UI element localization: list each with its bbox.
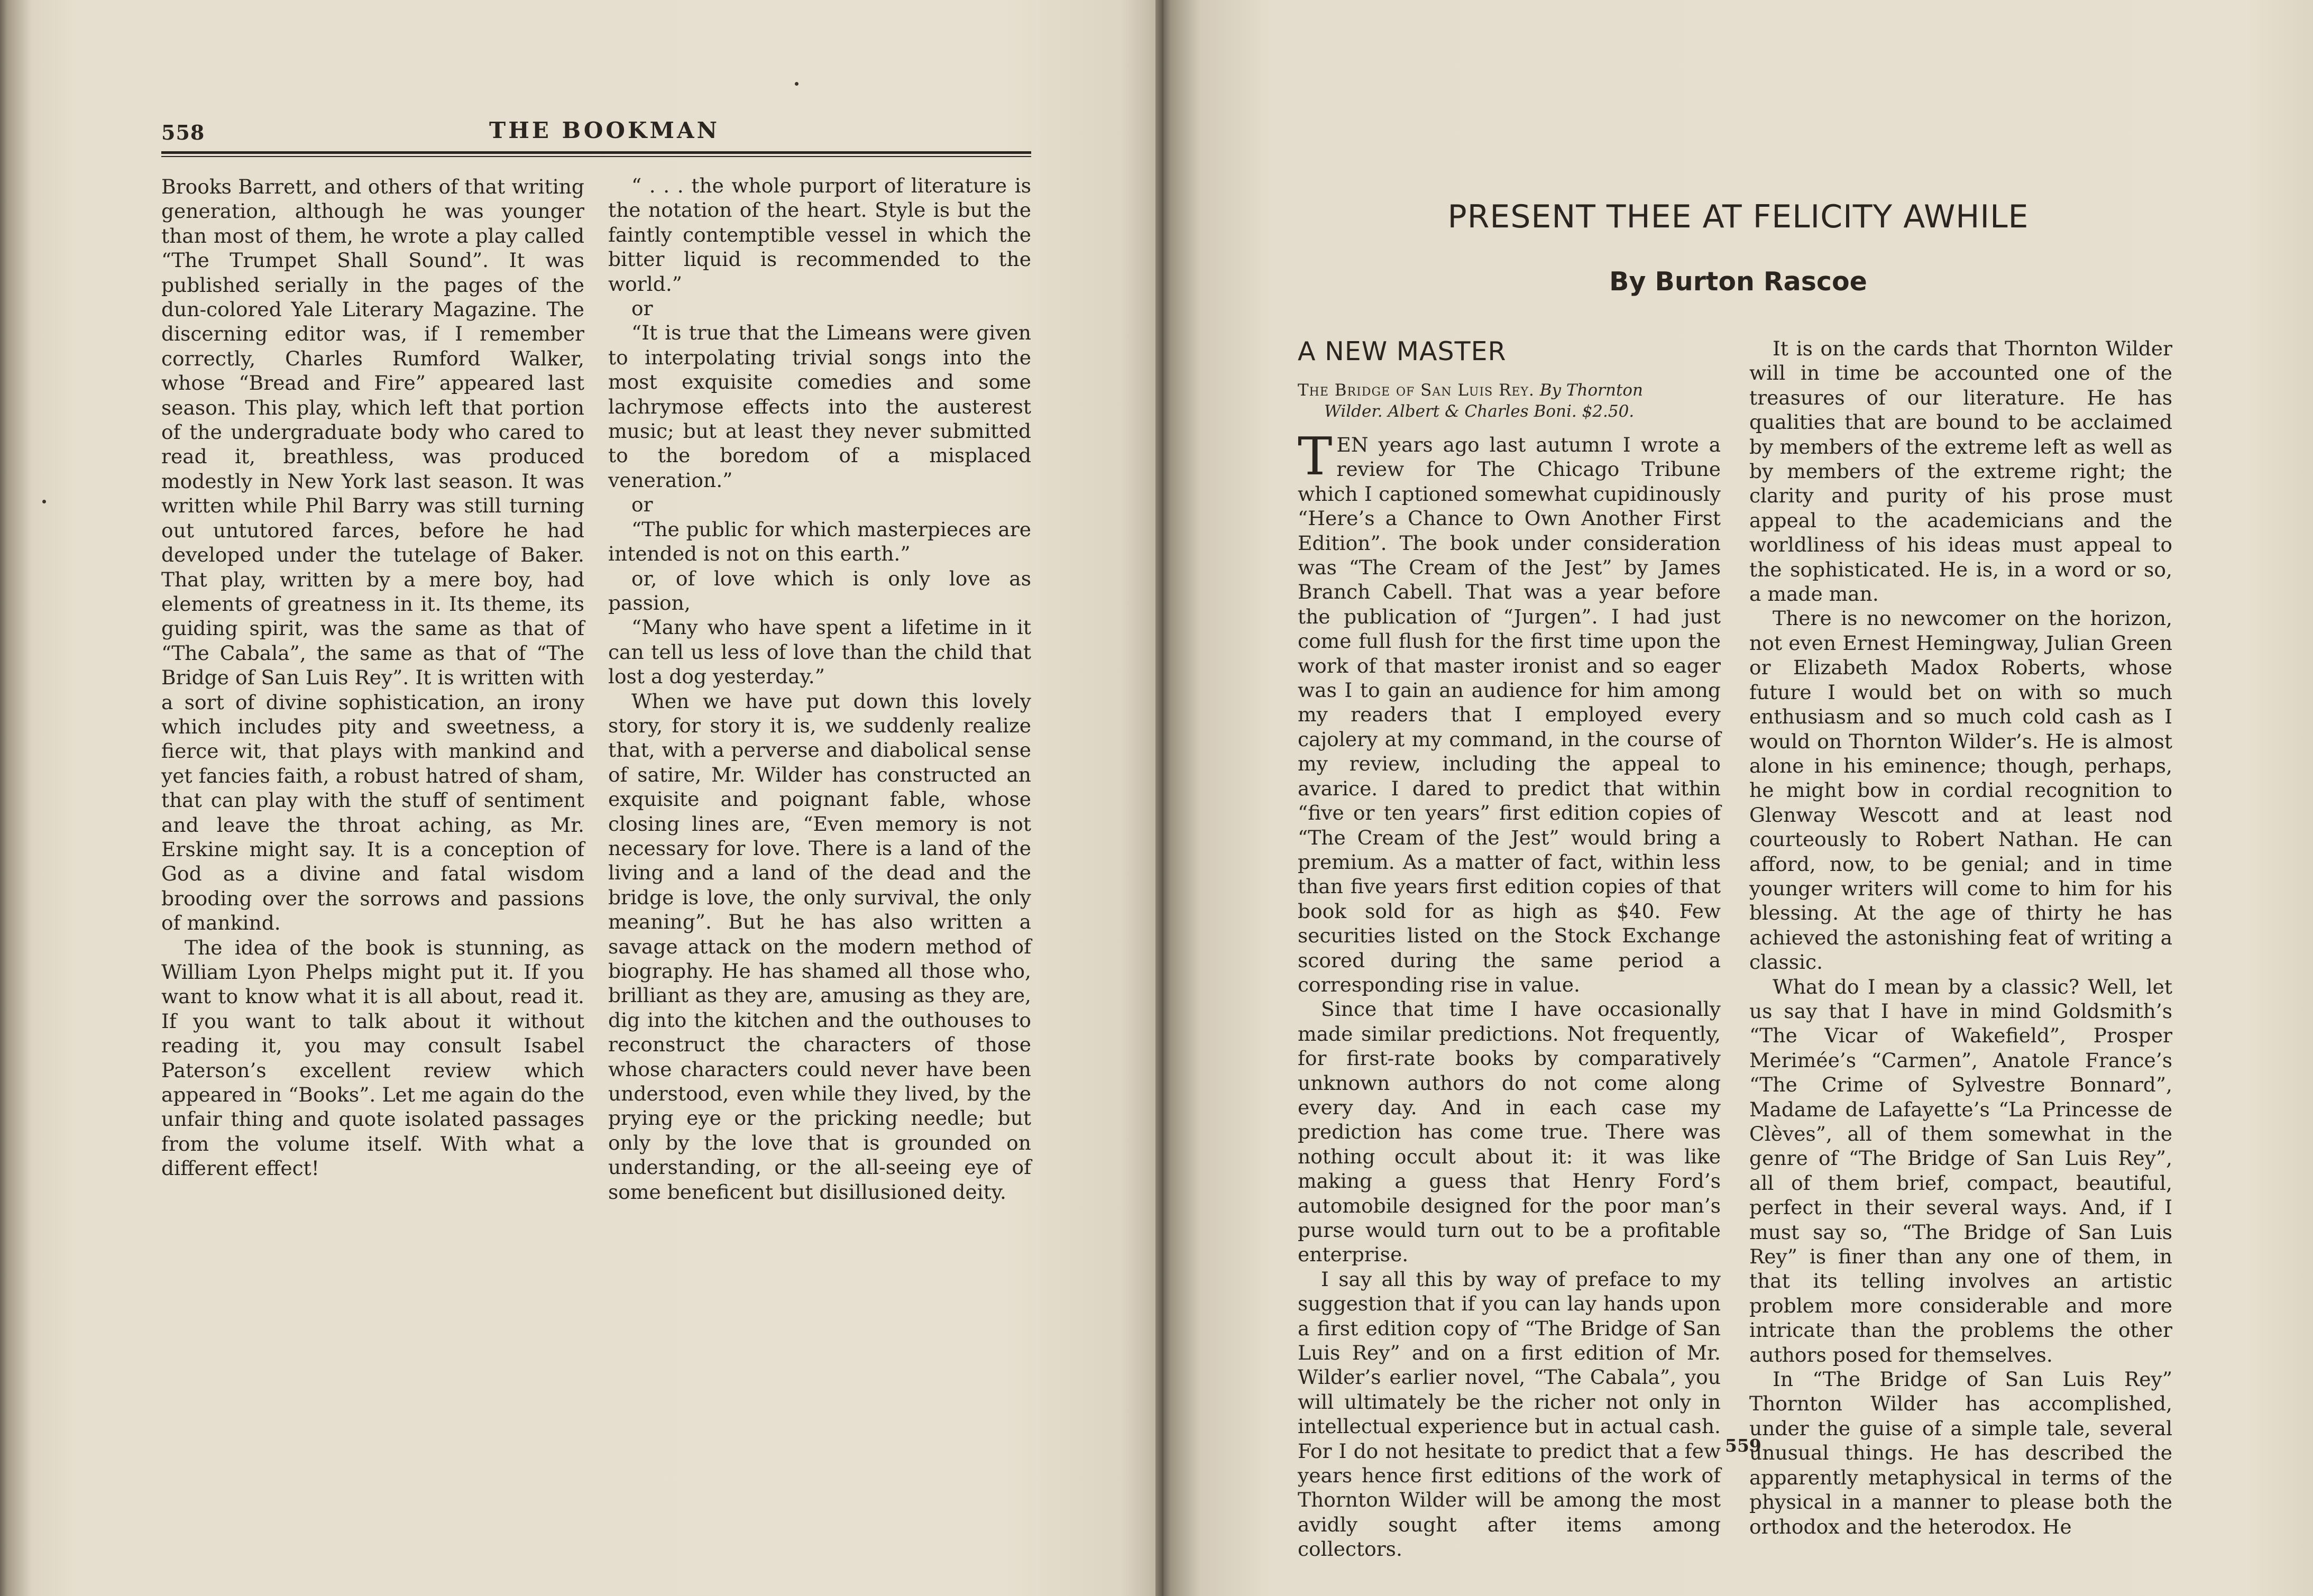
- citation-book-title: The Bridge of San Luis Rey.: [1298, 381, 1535, 400]
- citation-publisher: Wilder. Albert & Charles Boni. $2.50.: [1324, 402, 1635, 421]
- paragraph: I say all this by way of preface to my suggestion that if you can lay hands upon a first edition copy of “The Bridge of San Luis Rey” and on a first edition of Mr. Wilder’s earlier novel, “The Cabala”, you will ultimately be the richer not only in intellectual experience but in actual cash. For I do not hesitate to predict that a few years hence first editions of the work of Thornton Wilder will be among the most avidly sought after items among collectors.: [1298, 1267, 1721, 1561]
- left-column-1: [161, 175, 584, 1181]
- article-title: PRESENT THEE AT FELICITY AWHILE: [1447, 198, 2029, 235]
- section-heading: A NEW MASTER: [1298, 336, 1507, 366]
- right-column-2: [1749, 336, 2172, 1539]
- drop-cap: T: [1298, 427, 1333, 487]
- paragraph: “The public for which masterpieces are intended is not on this earth.”: [608, 517, 1031, 566]
- paragraph: or: [631, 493, 653, 517]
- byline: By Burton Rascoe: [1609, 267, 1867, 297]
- book-citation: [1298, 380, 1721, 422]
- running-head: THE BOOKMAN: [489, 117, 720, 143]
- paragraph: What do I mean by a classic? Well, let us say that I have in mind Goldsmith’s “The Vicar of Wakefield”, Prosper Merimée’s “Carmen”, Anatole France’s “The Crime of Sylvestre Bonnard”, Madame de Lafayette’s “La Princesse de Clèves”, all of them somewhat in the genre of “The Bridge of San Luis Rey”, all of them brief, compact, beautiful, perfect in their several ways. And, if I must say so, “The Bridge of San Luis Rey” is finer than any one of them, in that its telling involves an artistic problem more considerable and more intricate than the problems the other authors posed for themselves.: [1749, 975, 2172, 1366]
- page-speck: [795, 82, 798, 86]
- page-speck: [42, 500, 46, 503]
- right-page-number: 559: [1725, 1435, 1761, 1456]
- paragraph: “ . . . the whole purport of literature is the notation of the heart. Style is but the faintly contemptible vessel in which the bitter liquid is recommended to the world.”: [608, 174, 1031, 296]
- paragraph: When we have put down this lovely story, for story it is, we suddenly realize that, with a perverse and diabolical sense of satire, Mr. Wilder has constructed an exquisite and poignant fable, whose closing lines are, “Even memory is not necessary for love. There is a land of the living and a land of the dead and the bridge is love, the only survival, the only meaning”. But he has also written a savage attack on the modern method of biography. He has shamed all those who, brilliant as they are, amusing as they are, dig into the kitchen and the outhouses to reconstruct the characters of those whose characters could never have been understood, even while they lived, by the prying eye or the pricking needle; but only by the love that is grounded on understanding, or the all-seeing eye of some beneficent but disillusioned deity.: [608, 689, 1031, 1204]
- paragraph: Since that time I have occasionally made similar predictions. Not frequently, for first-rate books by comparatively unknown authors do not come along every day. And in each case my prediction has come true. There was nothing occult about it: it was like making a guess that Henry Ford’s automobile designed for the poor man’s purse would turn out to be a profitable enterprise.: [1298, 997, 1721, 1267]
- header-rule-thin: [161, 156, 1031, 157]
- paragraph-text: EN years ago last autumn I wrote a review for The Chicago Tribune which I captioned somewhat cupidinously “Here’s a Chance to Own Another First Edition”. The book under consideration was “The Cream of the Jest” by James Branch Cabell. That was a year before the publication of “Jurgen”. I had just come full flush for the first time upon the work of that master ironist and so eager was I to gain an audience for him among my readers that I employed every cajolery at my command, in the course of my review, including the appeal to avarice. I dared to predict that within “five or ten years” first edition copies of “The Cream of the Jest” would bring a premium. As a matter of fact, within less than five years first edition copies of that book sold for as high as $40. Few securities listed on the Stock Exchange scored during the same period a corresponding rise in value.: [1298, 433, 1721, 996]
- citation-author: By Thornton: [1539, 381, 1644, 400]
- paragraph: or: [631, 297, 653, 320]
- left-page-number: 558: [161, 121, 205, 144]
- paragraph: It is on the cards that Thornton Wilder will in time be accounted one of the treasures of our literature. He has qualities that are bound to be acclaimed by members of the extreme left as well as by members of the extreme right; the clarity and purity of his prose must appeal to the academicians and the worldliness of his ideas must appeal to the sophisticated. He is, in a word or so, a made man.: [1749, 337, 2172, 606]
- paragraph: There is no newcomer on the horizon, not even Ernest Hemingway, Julian Green or Elizabeth Madox Roberts, whose future I would bet on with so much enthusiasm and so much cold cash as I would on Thornton Wilder’s. He is almost alone in his eminence; though, perhaps, he might bow in cordial recognition to Glenway Wescott and at least nod courteously to Robert Nathan. He can afford, now, to be genial; and in time younger writers will come to him for his blessing. At the age of thirty he has achieved the astonishing feat of writing a classic.: [1749, 607, 2172, 974]
- header-rule-thick: [161, 151, 1031, 154]
- paragraph: [1298, 427, 1721, 997]
- right-column-1: [1298, 427, 1721, 1562]
- paragraph: “It is true that the Limeans were given to interpolating trivial songs into the most exquisite comedies and some lachrymose effects into the austerest music; but at least they never submitted to the boredom of a misplaced veneration.”: [608, 321, 1031, 492]
- paragraph: Brooks Barrett, and others of that writing generation, although he was younger than most of them, he wrote a play called “The Trumpet Shall Sound”. It was published serially in the pages of the dun-colored Yale Literary Magazine. The discerning editor was, if I remember correctly, Charles Rumford Walker, whose “Bread and Fire” appeared last season. This play, which left that portion of the undergraduate body who cared to read it, breathless, was produced modestly in New York last season. It was written while Phil Barry was still turning out untutored farces, before he had developed under the tutelage of Baker. That play, written by a mere boy, had elements of greatness in it. Its theme, its guiding spirit, was the same as that of “The Cabala”, the same as that of “The Bridge of San Luis Rey”. It is written with a sort of divine sophistication, an irony which includes pity and sweetness, a fierce wit, that plays with mankind and yet fancies faith, a robust hatred of sham, that can play with the stuff of sentiment and leave the throat aching, as Mr. Erskine might say. It is a conception of God as a divine and fatal wisdom brooding over the sorrows and passions of mankind.: [161, 175, 584, 935]
- paragraph: “Many who have spent a lifetime in it can tell us less of love than the child that lost a dog yesterday.”: [608, 616, 1031, 689]
- paragraph: The idea of the book is stunning, as William Lyon Phelps might put it. If you want to know what it is all about, read it. If you want to talk about it without reading it, you may consult Isabel Paterson’s excellent review which appeared in “Books”. Let me again do the unfair thing and quote isolated passages from the volume itself. With what a different effect!: [161, 935, 584, 1180]
- paragraph: or, of love which is only love as passion,: [608, 566, 1031, 614]
- left-column-2: [608, 173, 1031, 1204]
- paragraph: In “The Bridge of San Luis Rey” Thornton Wilder has accomplished, under the guise of a simple tale, several unusual things. He has described the apparently metaphysical in terms of the physical in a manner to please both the orthodox and the heterodox. He: [1749, 1368, 2172, 1538]
